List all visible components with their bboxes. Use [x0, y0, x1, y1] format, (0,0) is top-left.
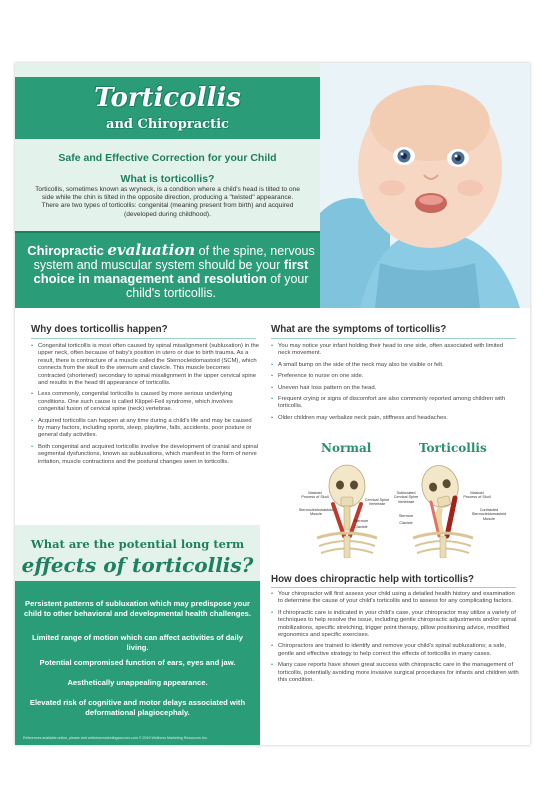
normal-part-label: Sternocleidomastoid Muscle [298, 508, 334, 517]
normal-label: Normal [321, 441, 372, 455]
header [15, 63, 530, 308]
torticollis-label: Torticollis [419, 441, 487, 455]
effects-panel [15, 525, 260, 745]
help-list [271, 591, 519, 688]
torti-part-label: Mastoid Process of Skull [463, 491, 491, 500]
torti-part-label: Contracted Sternocleidomastoid Muscle [471, 508, 507, 521]
page-title: Torticollis [94, 83, 241, 113]
effect-item: Potential compromised function of ears, eyes and jaw. [39, 658, 236, 667]
effect-item: Limited range of motion which can affect activities of daily living. [32, 633, 243, 652]
torti-part-label: Clavicle [399, 521, 413, 525]
why-heading: Why does torticollis happen? [31, 324, 168, 335]
list-item: • If chiropractic care is indicated in your child's case, your chiropractor may utilize a variety of techniques to help resolve the issue, including gentle chiropractic adjustments and/or spinal mobilizations, specific stretching, trigger point therapy, pillow positioning advice, modified ergonomics and specific exercises. [271, 610, 519, 640]
help-divider [271, 587, 516, 588]
baby-illustration [320, 63, 530, 308]
normal-part-label: Sternum [353, 519, 369, 523]
symptoms-divider [271, 338, 516, 339]
list-item: • Less commonly, congenital torticollis is caused by more serious underlying conditions. One such cause is called Klippel-Feil syndrome, which involves congenital fusion of cervical spine (neck) vertebrae. [31, 391, 259, 413]
list-item: • Both congenital and acquired torticollis involve the development of cranial and spinal segmental dysfunctions, known as subluxations, which manifest in the form of nerve irritation, muscle contractions and the postural changes seen in torticollis. [31, 444, 259, 466]
symptoms-heading: What are the symptoms of torticollis? [271, 324, 447, 335]
effects-footer: References available online, please visit wellnessmarketingsources.com © 2019 Wellness Marketing Resources Inc. [23, 736, 208, 740]
normal-part-label: Mastoid Process of Skull [301, 491, 329, 500]
list-item: • A small bump on the side of the neck may also be visible or felt. [271, 362, 516, 369]
effects-heading-line-2: effects of torticollis? [21, 553, 254, 577]
normal-part-label: Clavicle [354, 525, 368, 529]
what-text: Torticollis, sometimes known as wryneck, is a condition where a child's head is tilted to one side while the chin is tilted in the opposite direction, producing a "twisted" appearance. There are two types of torticollis: congenital (meaning present from birth) and acquired (developed during childhood). [35, 186, 300, 218]
list-item: • You may notice your infant holding their head to one side, often associated with limited neck movement. [271, 343, 516, 358]
what-heading: What is torticollis? [120, 173, 215, 185]
list-item: • Frequent crying or signs of discomfort are also commonly reported among children with torticollis. [271, 396, 516, 411]
list-item: • Chiropractors are trained to identify and remove your child's spinal subluxations; a safe, gentle and effective strategy to help correct the effects of torticollis in many cases. [271, 643, 519, 658]
torti-part-label: Subluxated Cervical Spine Vertebrae [393, 491, 419, 504]
list-item: • Preference to nurse on one side. [271, 373, 516, 380]
effect-item: Elevated risk of cognitive and motor delays associated with deformational plagiocephaly. [29, 698, 246, 717]
list-item: • Congenital torticollis is most often caused by spinal misalignment (subluxation) in the upper neck, often because of baby's position in utero or due to birth trauma. As a result, there is contracture of a muscle called the Sternocleidomastoid (SCM), which connects from the skull to the sternum and clavicle. This muscle becomes contracted (shortened) secondary to spinal misalignment in the upper cervical spine and results in the head tilt appearance of torticollis. [31, 343, 259, 387]
eval-part-5: of your child's torticollis. [126, 272, 309, 300]
list-item: • Many case reports have shown great success with chiropractic care in the management of torticollis, potentially avoiding more invasive surgical procedures for infants and children with this condition. [271, 662, 519, 684]
page-subtitle: Safe and Effective Correction for your Child [58, 152, 277, 164]
list-item: • Acquired torticollis can happen at any time during a child's life and may be caused by many factors, including sports, sleep, playtime, falls, accidents, poor posture or general daily activities. [31, 418, 259, 440]
eval-part-3: of the spine, nervous system and muscular system should be your [33, 244, 315, 272]
torti-part-label: Sternum [398, 514, 414, 518]
evaluation-statement [21, 243, 321, 300]
why-list [31, 343, 259, 470]
effects-heading-line-1: What are the potential long term [30, 537, 245, 551]
why-divider [31, 338, 256, 339]
symptoms-list [271, 343, 516, 426]
effect-item: Aesthetically unappealing appearance. [67, 678, 208, 687]
normal-part-label: Cervical Spine Vertebrae [364, 498, 390, 507]
list-item: • Your chiropractor will first assess your child using a detailed health history and examination to determine the cause of your child's torticollis and to assess for any complicating factors. [271, 591, 519, 606]
eval-part-2: evaluation [107, 241, 196, 259]
eval-part-4: first choice in management and resolution [33, 257, 309, 286]
page-title-sub: and Chiropractic [106, 117, 229, 132]
help-heading: How does chiropractic help with torticollis? [271, 574, 475, 585]
effect-item: Persistent patterns of subluxation which may predispose your child to other behavioral and developmental health challenges. [23, 599, 252, 618]
list-item: • Uneven hair loss pattern on the head. [271, 385, 516, 392]
list-item: • Older children may verbalize neck pain, stiffness and headaches. [271, 415, 516, 422]
poster [15, 63, 530, 745]
baby-photo [320, 63, 530, 308]
eval-part-1: Chiropractic [27, 243, 104, 258]
